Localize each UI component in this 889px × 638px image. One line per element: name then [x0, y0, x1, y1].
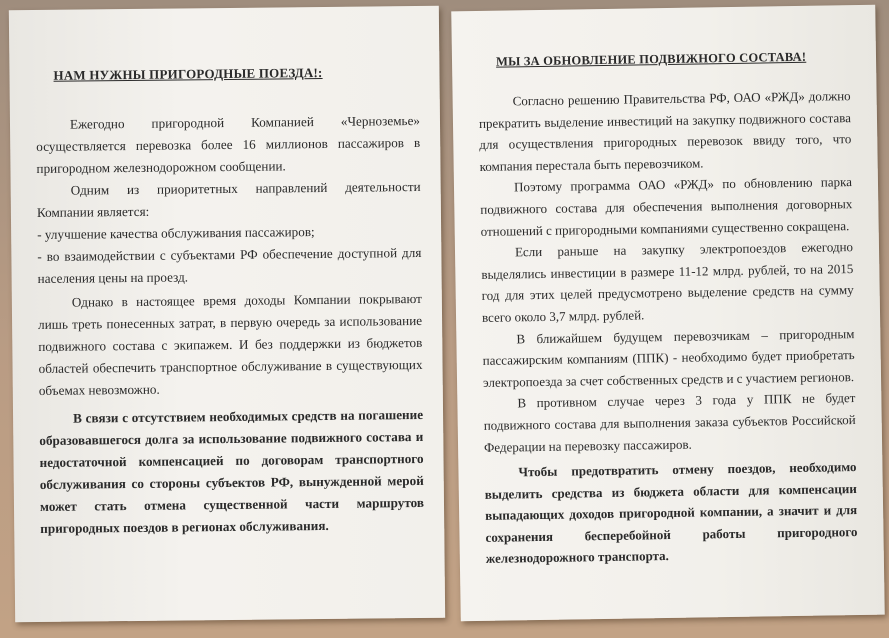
- right-paragraph: Согласно решению Правительства РФ, ОАО «РЖД» должно прекратить выделение инвестиций на закупку подвижного состава для осуществления пригородных перевозок ввиду того, что компания перестала быть перевозчиком.: [478, 88, 852, 174]
- right-paragraph: Поэтому программа ОАО «РЖД» по обновлению парка подвижного состава для обеспечения выполнения договорных отношений с пригородными компаниями существенно сокращена.: [480, 174, 853, 239]
- left-paragraph: Ежегодно пригородной Компанией «Черноземье» осуществляется перевозка более 16 миллионов пассажиров в пригородном железнодорожном сообщении.: [36, 112, 421, 176]
- left-list-item: - улучшение качества обслуживания пассажиров;: [37, 224, 315, 242]
- right-paragraph: В ближайшем будущем перевозчикам – пригородным пассажирским компаниям (ППК) - необходимо будет приобретать электропоезда за счет собственных средств и с участием регионов.: [482, 325, 855, 390]
- right-leaflet: [451, 5, 885, 622]
- right-leaflet-body: [478, 85, 857, 570]
- right-paragraph-emphasis: Чтобы предотвратить отмену поездов, необходимо выделить средства из бюджета области для компенсации выпадающих доходов пригородной компании, а значит и для сохранения бесперебойной работы пригородного железнодорожного транспорта.: [484, 459, 858, 567]
- right-leaflet-title: МЫ ЗА ОБНОВЛЕНИЕ ПОДВИЖНОГО СОСТАВА!: [495, 49, 807, 69]
- left-leaflet: [9, 6, 445, 622]
- right-paragraph: Если раньше на закупку электропоездов ежегодно выделялись инвестиции в размере 11-12 млрд. рублей, то на 2015 год для этих целей предусмотрено выделение средств на сумму всего около 3,7 млрд. рублей.: [481, 239, 854, 325]
- left-leaflet-body: [36, 110, 424, 540]
- right-paragraph: В противном случае через 3 года у ППК не будет подвижного состава для выполнения заказа субъектов Российской Федерации на перевозку пассажиров.: [483, 390, 856, 455]
- left-list-item: - во взаимодействии с субъектами РФ обеспечение доступной для населения цены на проезд.: [37, 244, 422, 286]
- left-paragraph: Одним из приоритетных направлений деятельности Компании является:: [36, 178, 421, 220]
- left-paragraph: Однако в настоящее время доходы Компании покрывают лишь треть понесенных затрат, в первую очередь за использование подвижного состава с экипажем. И без поддержки из бюджетов областей обеспечить транспортное обслуживание в существующих объемах невозможно.: [38, 290, 423, 398]
- left-leaflet-title: НАМ НУЖНЫ ПРИГОРОДНЫЕ ПОЕЗДА!:: [53, 64, 323, 83]
- left-paragraph-emphasis: В связи с отсутствием необходимых средств на погашение образовавшегося долга за использование подвижного состава и недостаточной компенсацией по договорам транспортного обслуживания со стороны субъектов РФ, вынужденной мерой может стать отмена существенной части маршрутов пригородных поездов в регионах обслуживания.: [39, 406, 425, 536]
